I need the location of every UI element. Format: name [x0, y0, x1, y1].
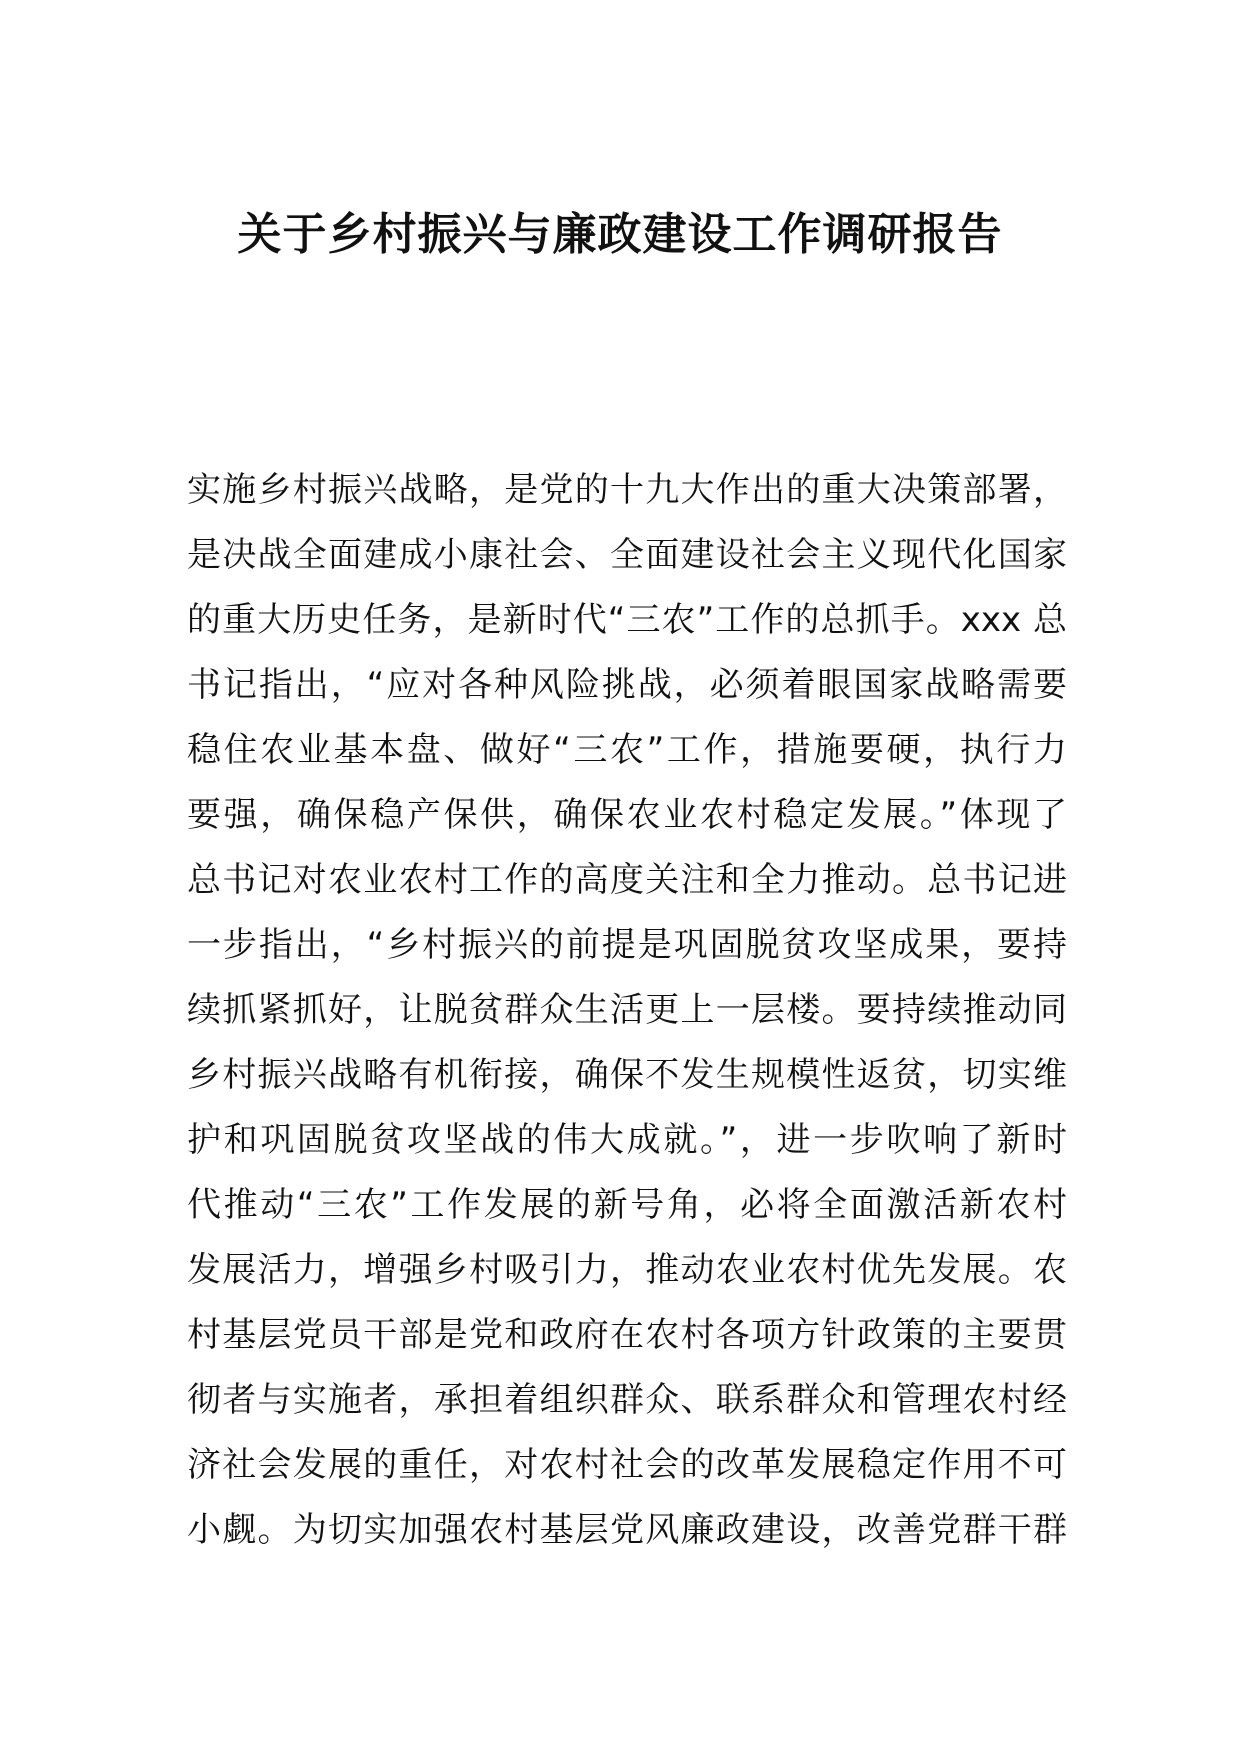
text-line: 一步指出，“乡村振兴的前提是巩固脱贫攻坚成果，要持 [187, 925, 1067, 965]
text-line: 的重大历史任务，是新时代“三农”工作的总抓手。xxx 总 [187, 600, 1067, 640]
text-line: 发展活力，增强乡村吸引力，推动农业农村优先发展。农 [187, 1250, 1067, 1290]
text-line: 小觑。为切实加强农村基层党风廉政建设，改善党群干群 [187, 1510, 1067, 1550]
text-line: 彻者与实施者，承担着组织群众、联系群众和管理农村经 [187, 1380, 1067, 1420]
document-title: 关于乡村振兴与廉政建设工作调研报告 [237, 209, 1003, 260]
body-paragraph [187, 458, 1067, 1563]
text-line: 稳住农业基本盘、做好“三农”工作，措施要硬，执行力 [187, 730, 1067, 770]
text-line: 代推动“三农”工作发展的新号角，必将全面激活新农村 [187, 1185, 1067, 1225]
text-line: 护和巩固脱贫攻坚战的伟大成就。”，进一步吹响了新时 [187, 1120, 1067, 1160]
text-line: 总书记对农业农村工作的高度关注和全力推动。总书记进 [187, 860, 1067, 900]
text-line: 村基层党员干部是党和政府在农村各项方针政策的主要贯 [187, 1315, 1067, 1355]
text-line: 续抓紧抓好，让脱贫群众生活更上一层楼。要持续推动同 [187, 990, 1067, 1030]
text-line: 要强，确保稳产保供，确保农业农村稳定发展。”体现了 [187, 795, 1067, 835]
text-line: 乡村振兴战略有机衔接，确保不发生规模性返贫，切实维 [187, 1055, 1067, 1095]
text-line: 书记指出，“应对各种风险挑战，必须着眼国家战略需要 [187, 665, 1067, 705]
text-line: 实施乡村振兴战略，是党的十九大作出的重大决策部署， [187, 470, 1067, 510]
text-line: 是决战全面建成小康社会、全面建设社会主义现代化国家 [187, 535, 1067, 575]
text-line: 济社会发展的重任，对农村社会的改革发展稳定作用不可 [187, 1445, 1067, 1485]
